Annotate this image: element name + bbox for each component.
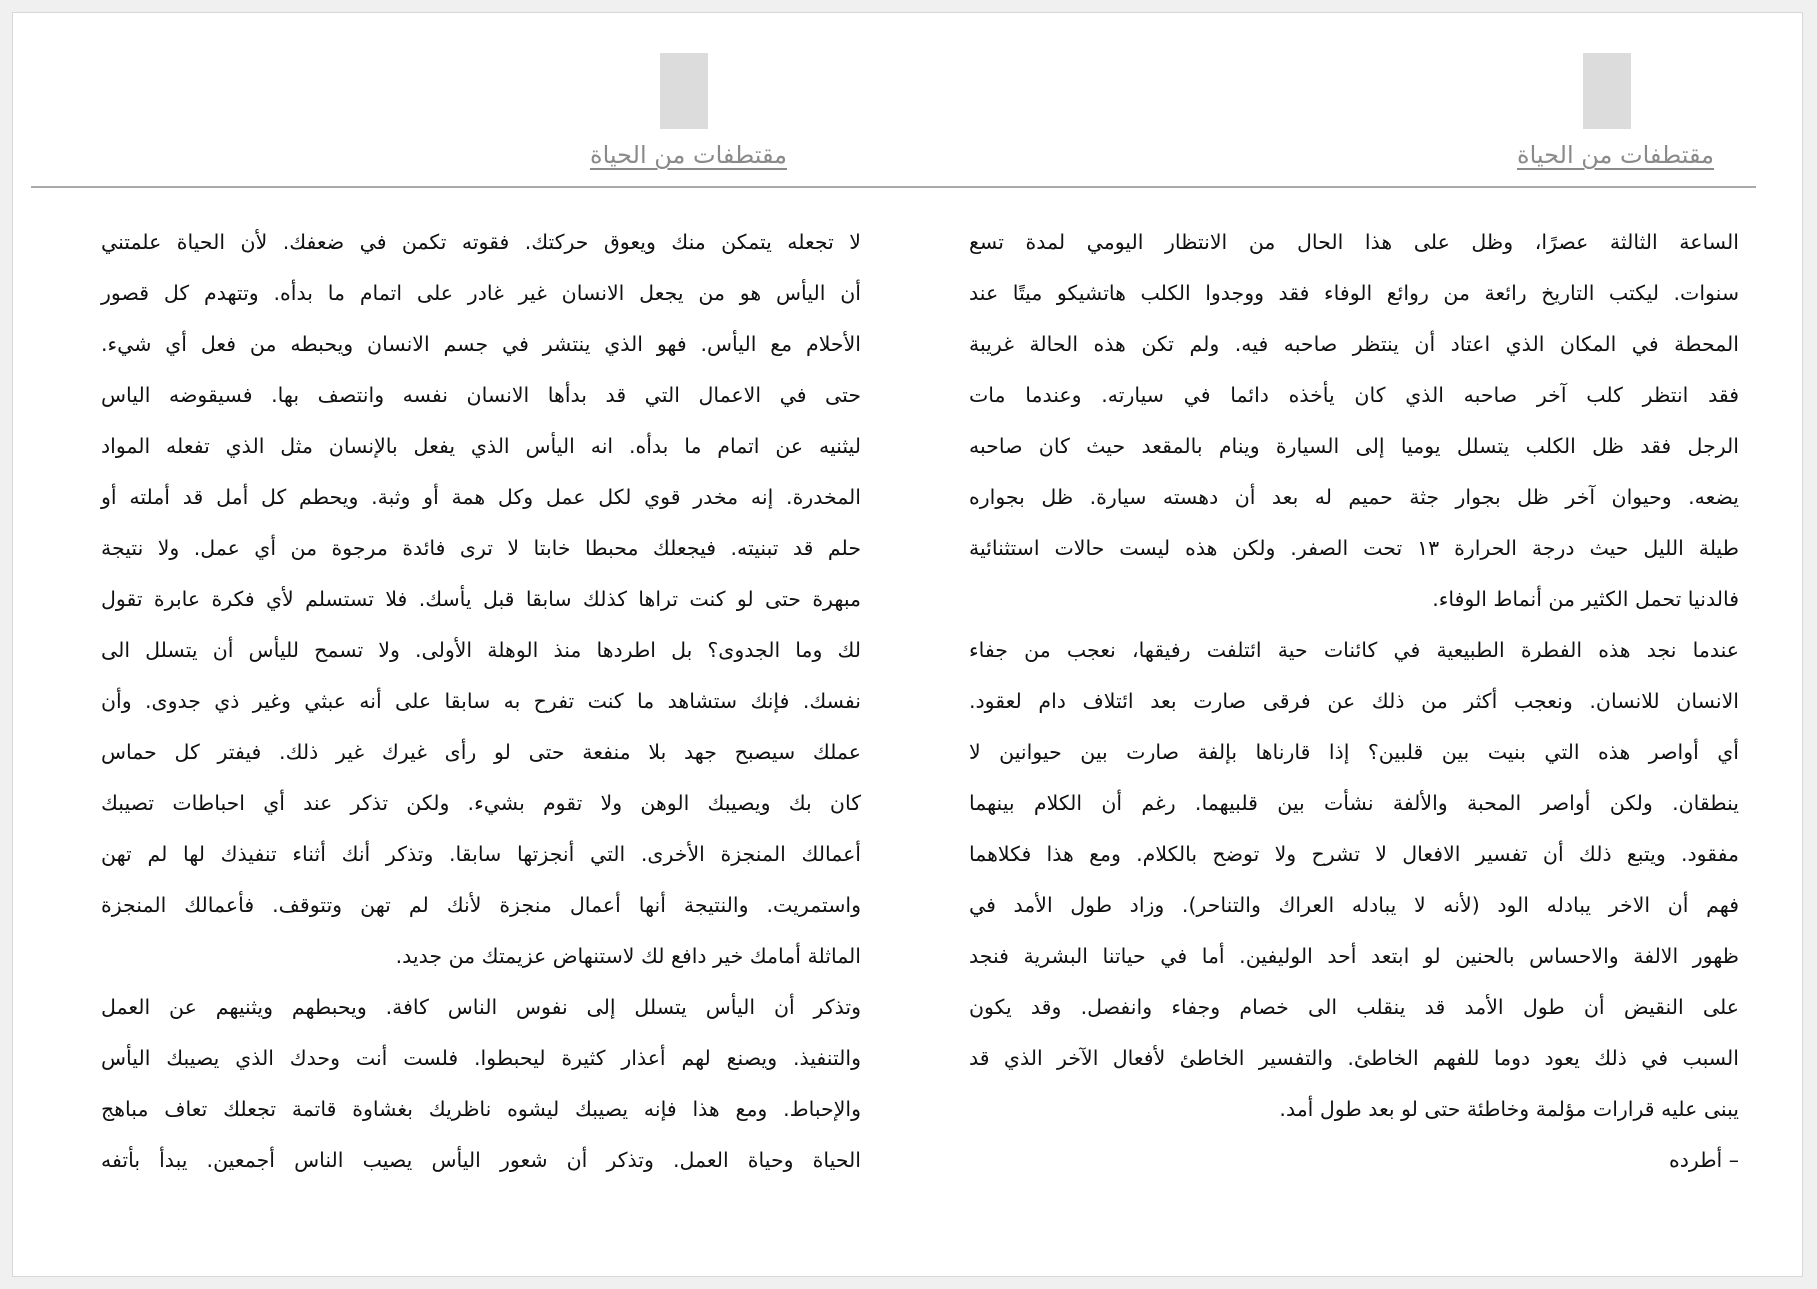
text-line: المخدرة. إنه مخدر قوي لكل عمل وكل همة أو وثبة. ويحطم كل أمل قد أملته أو (101, 485, 861, 509)
text-line: الانسان للانسان. ونعجب أكثر من ذلك عن فرقى صارت بعد ائتلاف دام لعقود. (969, 689, 1739, 713)
text-line: – أطرده (1669, 1148, 1739, 1172)
left-page-image-placeholder (660, 53, 708, 129)
text-line: المحطة في المكان الذي اعتاد أن ينتظر صاحبه فيه. ولم تكن هذه الحالة غريبة (969, 332, 1739, 356)
text-line: يبنى عليه قرارات مؤلمة وخاطئة حتى لو بعد طول أمد. (1279, 1097, 1739, 1121)
header-divider (31, 186, 1756, 188)
text-line: فالدنيا تحمل الكثير من أنماط الوفاء. (1432, 587, 1739, 611)
right-page-image-placeholder (1583, 53, 1631, 129)
text-line: ينطقان. ولكن أواصر المحبة والألفة نشأت بين قلبيهما. رغم أن الكلام بينهما (969, 791, 1739, 815)
right-page-header: مقتطفات من الحياة (1517, 141, 1714, 169)
text-line: نفسك. فإنك ستشاهد ما كنت تفرح به سابقا على أنه عبثي وغير ذي جدوى. وأن (101, 689, 861, 713)
text-line: وتذكر أن اليأس يتسلل إلى نفوس الناس كافة. ويحبطهم ويثنيهم عن العمل (101, 995, 861, 1019)
text-line: السبب في ذلك يعود دوما للفهم الخاطئ. والتفسير الخاطئ لأفعال الآخر الذي قد (969, 1046, 1739, 1070)
text-line: الرجل فقد ظل الكلب يتسلل يوميا إلى السيارة وينام بالمقعد حيث كان صاحبه (969, 434, 1739, 458)
text-line: سنوات. ليكتب التاريخ رائعة من روائع الوفاء فقد ووجدوا الكلب هاتشيكو ميتًا عند (969, 281, 1739, 305)
text-line: مبهرة حتى لو كنت تراها كذلك سابقا قبل يأسك. فلا تستسلم لأي فكرة عابرة تقول (101, 587, 861, 611)
right-page-body (969, 217, 1739, 1186)
text-line: واستمريت. والنتيجة أنها أعمال منجزة لأنك لم تهن وتتوقف. فأعمالك المنجزة (101, 893, 861, 917)
text-line: طيلة الليل حيث درجة الحرارة ١٣ تحت الصفر. ولكن هذه ليست حالات استثنائية (969, 536, 1739, 560)
text-line: عندما نجد هذه الفطرة الطبيعية في كائنات حية ائتلفت رفيقها، نعجب من جفاء (969, 638, 1739, 662)
text-line: على النقيض أن طول الأمد قد ينقلب الى خصام وجفاء وانفصل. وقد يكون (969, 995, 1739, 1019)
document-spread (12, 12, 1803, 1277)
text-line: عملك سيصبح جهد بلا منفعة حتى لو رأى غيرك غير ذلك. فيفتر كل حماس (101, 740, 861, 764)
text-line: أي أواصر هذه التي بنيت بين قلبين؟ إذا قارناها بإلفة صارت بين حيوانين لا (969, 740, 1739, 764)
text-line: حتى في الاعمال التي قد بدأها الانسان نفسه وانتصف بها. فسيقوضه الياس (101, 383, 861, 407)
text-line: أعمالك المنجزة الأخرى. التي أنجزتها سابقا. وتذكر أنك أثناء تنفيذك لها لم تهن (101, 842, 861, 866)
text-line: أن اليأس هو من يجعل الانسان غير غادر على اتمام ما بدأه. وتتهدم كل قصور (101, 281, 861, 305)
text-line: فقد انتظر كلب آخر صاحبه الذي كان يأخذه دائما في سيارته. وعندما مات (969, 383, 1739, 407)
text-line: كان بك ويصيبك الوهن ولا تقوم بشيء. ولكن تذكر عند أي احباطات تصيبك (101, 791, 861, 815)
text-line: حلم قد تبنيته. فيجعلك محبطا خابتا لا ترى فائدة مرجوة من أي عمل. ولا نتيجة (101, 536, 861, 560)
text-line: الماثلة أمامك خير دافع لك لاستنهاض عزيمتك من جديد. (395, 944, 861, 968)
text-line: الحياة وحياة العمل. وتذكر أن شعور اليأس يصيب الناس أجمعين. يبدأ بأتفه (101, 1148, 861, 1172)
text-line: مفقود. ويتبع ذلك أن تفسير الافعال لا تشرح ولا توضح بالكلام. ومع هذا فكلاهما (969, 842, 1739, 866)
text-line: يضعه. وحيوان آخر ظل بجوار جثة حميم له بعد أن دهسته سيارة. ظل بجواره (969, 485, 1739, 509)
left-page-body (101, 217, 861, 1186)
text-line: ظهور الالفة والاحساس بالحنين لو ابتعد أحد الوليفين. أما في حياتنا البشرية فنجد (969, 944, 1739, 968)
text-line: لا تجعله يتمكن منك ويعوق حركتك. فقوته تكمن في ضعفك. لأن الحياة علمتني (101, 230, 861, 254)
text-line: لك وما الجدوى؟ بل اطردها منذ الوهلة الأولى. ولا تسمح لليأس أن يتسلل الى (101, 638, 861, 662)
left-page-header: مقتطفات من الحياة (590, 141, 787, 169)
text-line: ليثنيه عن اتمام ما بدأه. انه اليأس الذي يفعل بالإنسان مثل الذي تفعله المواد (101, 434, 861, 458)
text-line: الأحلام مع اليأس. فهو الذي ينتشر في جسم الانسان ويحبطه من فعل أي شيء. (101, 332, 861, 356)
text-line: والتنفيذ. ويصنع لهم أعذار كثيرة ليحبطوا. فلست أنت وحدك الذي يصيبك اليأس (101, 1046, 861, 1070)
text-line: الساعة الثالثة عصرًا، وظل على هذا الحال من الانتظار اليومي لمدة تسع (969, 230, 1739, 254)
text-line: والإحباط. ومع هذا فإنه يصيبك ليشوه ناظريك بغشاوة قاتمة تجعلك تعاف مباهج (101, 1097, 861, 1121)
text-line: فهم أن الاخر يبادله الود (لأنه لا يبادله العراك والتناحر). وزاد طول الأمد في (969, 893, 1739, 917)
